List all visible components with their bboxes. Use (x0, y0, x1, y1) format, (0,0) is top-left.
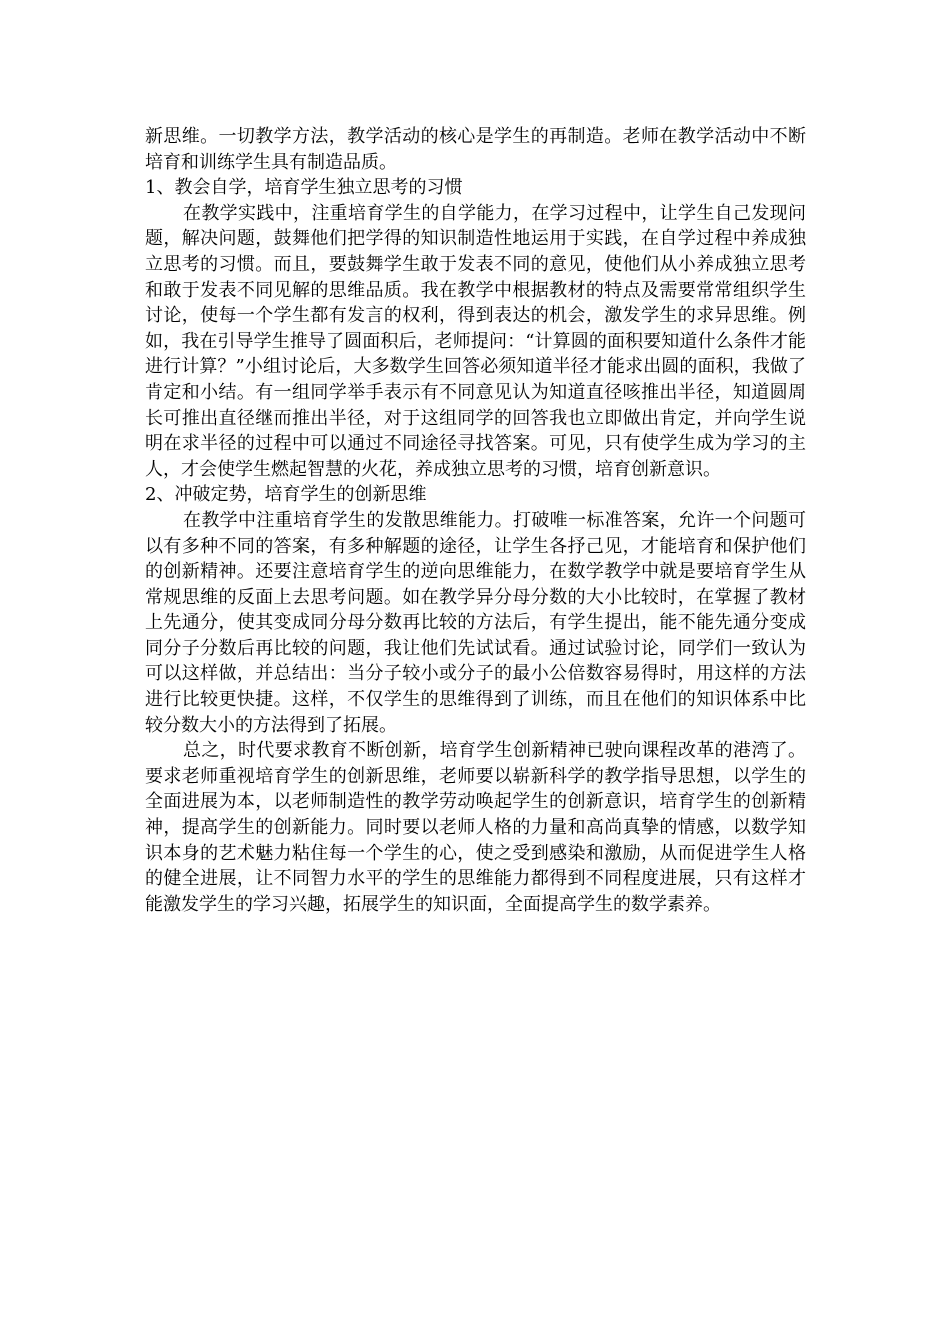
paragraph-self-study: 在教学实践中，注重培育学生的自学能力，在学习过程中，让学生自己发现问题，解决问题，鼓舞他们把学得的知识制造性地运用于实践，在自学过程中养成独立思考的习惯。而且，要鼓舞学生敢于发表不同的意见，使他们从小养成独立思考和敢于发表不同见解的思维品质。我在教学中根据教材的特点及需要常常组织学生讨论，使每一个学生都有发言的权利，得到表达的机会，激发学生的求异思维。例如，我在引导学生推导了圆面积后，老师提问：“计算圆的面积要知道什么条件才能进行计算？”小组讨论后，大多数学生回答必须知道半径才能求出圆的面积，我做了肯定和小结。有一组同学举手表示有不同意见认为知道直径咳推出半径，知道圆周长可推出直径继而推出半径，对于这组同学的回答我也立即做出肯定，并向学生说明在求半径的过程中可以通过不同途径寻找答案。可见，只有使学生成为学习的主人，才会使学生燃起智慧的火花，养成独立思考的习惯，培育创新意识。 (145, 202, 806, 480)
section-heading-1: 1、教会自学，培育学生独立思考的习惯 (145, 177, 463, 199)
document-page (145, 124, 806, 917)
section-heading-2: 2、冲破定势，培育学生的创新思维 (145, 484, 427, 506)
paragraph-divergent-thinking: 在教学中注重培育学生的发散思维能力。打破唯一标准答案，允许一个问题可以有多种不同的答案，有多种解题的途径，让学生各抒己见，才能培育和保护他们的创新精神。还要注意培育学生的逆向思维能力，在数学教学中就是要培育学生从常规思维的反面上去思考问题。如在教学异分母分数的大小比较时，在掌握了教材上先通分，使其变成同分母分数再比较的方法后，有学生提出，能不能先通分变成同分子分数后再比较的问题，我让他们先试试看。通过试验讨论，同学们一致认为可以这样做，并总结出：当分子较小或分子的最小公倍数容易得时，用这样的方法进行比较更快捷。这样，不仅学生的思维得到了训练，而且在他们的知识体系中比较分数大小的方法得到了拓展。 (145, 509, 806, 736)
paragraph-conclusion: 总之，时代要求教育不断创新，培育学生创新精神已驶向课程改革的港湾了。要求老师重视培育学生的创新思维，老师要以崭新科学的教学指导思想，以学生的全面进展为本，以老师制造性的教学劳动唤起学生的创新意识，培育学生的创新精神，提高学生的创新能力。同时要以老师人格的力量和高尚真挚的情感，以数学知识本身的艺术魅力粘住每一个学生的心，使之受到感染和激励，从而促进学生人格的健全进展，让不同智力水平的学生的思维能力都得到不同程度进展，只有这样才能激发学生的学习兴趣，拓展学生的知识面，全面提高学生的数学素养。 (145, 740, 806, 915)
paragraph-continuation: 新思维。一切教学方法，教学活动的核心是学生的再制造。老师在教学活动中不断培育和训练学生具有制造品质。 (145, 126, 806, 173)
